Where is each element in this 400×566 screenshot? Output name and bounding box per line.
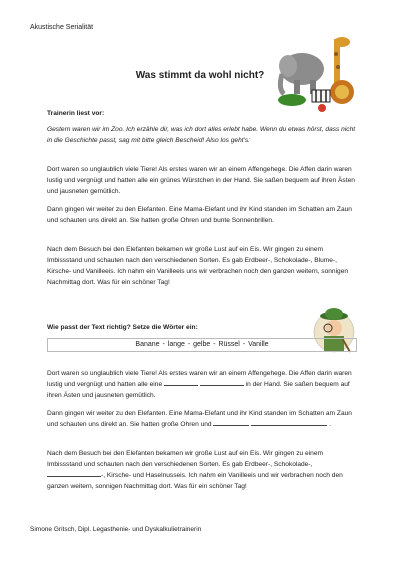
section1-paragraph-1: Dort waren so unglaublich viele Tiere! Als erstes waren wir an einem Affengehege. Die Affen darin waren lustig und vergnügt und hatten alle ein grünes Würstchen in der Hand. Sie saßen bequem auf ihren Ästen und jausneten gemütlich. [47,166,355,195]
section2-paragraph-3-text-a: Nach dem Besuch bei den Elefanten bekamen wir große Lust auf ein Eis. Wir gingen zu einem Imbissstand und schauten nach den verschiedenen Sorten. Es gab Erdbeer-, Schokolade-, [47,450,323,468]
page-footer: Simone Gritsch, Dipl. Legasthenie- und Dyskalkulietrainerin [30,526,202,533]
blank-3[interactable] [213,419,249,426]
section1-paragraph-3: Nach dem Besuch bei den Elefanten bekamen wir große Lust auf ein Eis. Wir gingen zu einem Imbissstand und schauten nach den verschiedenen Sorten. Es gab Erdbeer-, Schokolade-, Blume-, Kirsche- und Vanilleeis. Ich nahm ein Vanilleeis uns wir verbrachen noch den ganzen weitern, sonnigen Nachmittag dort. Was für ein schöner Tag! [47,246,349,286]
section2-paragraph-3-text-b: -, Kirsche- und Haselnusseis. Ich nahm ein Vanilleeis und wir verbrachen noch den ganzen weitern, sonnigen Nachmittag dort. Was für ein schöner Tag! [47,472,343,490]
section2-paragraph-2: Dann gingen wir weiter zu den Elefanten. Eine Mama-Elefant und ihr Kind standen im Schatten am Zaun und schauten uns direkt an. Sie hatten große Ohren und . [47,410,352,428]
section1-label: Trainerin liest vor: [47,110,105,117]
section2-paragraph-1-text-a: Dort waren so unglaublich viele Tiere! Als erstes waren wir an einem Affengehege. Die Affen darin waren lustig und vergnügt und hatten alle eine [47,370,352,388]
page-header: Akustische Serialität [30,24,94,31]
section2-label: Wie passt der Text richtig? Setze die Wörter ein: [47,324,198,331]
section2-paragraph-3 [47,448,357,492]
section2-paragraph-1-text-b: in der Hand. Sie saßen bequem auf ihren Ästen und jausneten gemütlich. [47,381,350,399]
blank-1[interactable] [164,379,198,386]
word-bank: Banane - lange - gelbe - Rüssel - Vanille [47,338,357,352]
section1-paragraph-2: Dann gingen wir weiter zu den Elefanten. Eine Mama-Elefant und ihr Kind standen im Schatten am Zaun und schauten uns direkt an. Sie hatten große Ohren und bunte Sonnenbrillen. [47,206,352,224]
section2-paragraph-2-text-a: Dann gingen wir weiter zu den Elefanten. Eine Mama-Elefant und ihr Kind standen im Schatten am Zaun und schauten uns direkt an. Sie hatten große Ohren und [47,410,352,428]
blank-5[interactable] [47,470,101,477]
blank-2[interactable] [200,379,244,386]
blank-4[interactable] [251,419,327,426]
page-title: Was stimmt da wohl nicht? [135,70,265,81]
section2-paragraph-1 [47,368,357,401]
section1-intro: Gestern waren wir im Zoo. Ich erzähle dir, was ich dort alles erlebt habe. Wenn du etwas hörst, dass nicht in die Geschichte passt, sag mit bitte gleich Bescheid! Also los geht's: [47,126,356,144]
